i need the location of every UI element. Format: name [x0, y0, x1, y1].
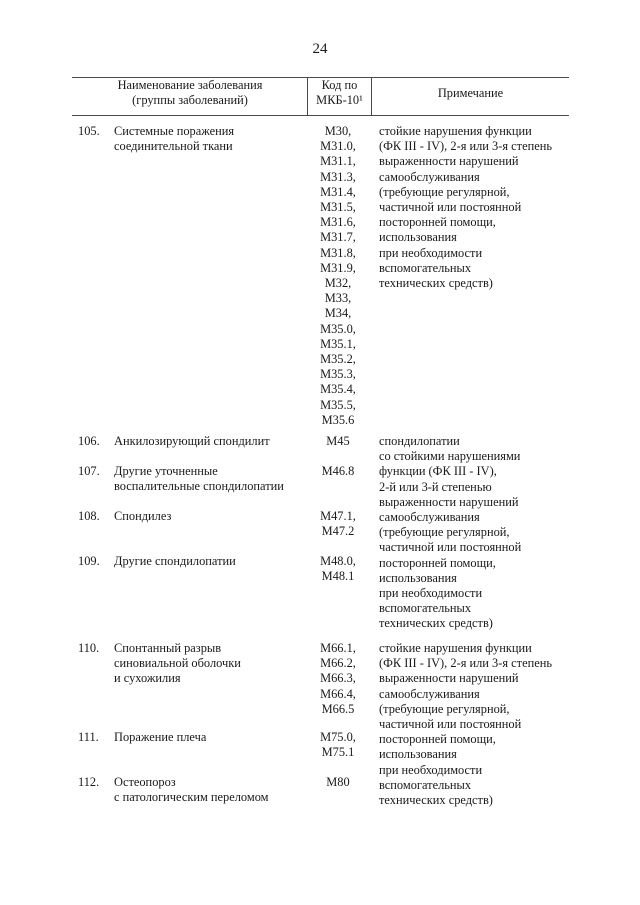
- entry-disease-name: Спондилез: [114, 509, 172, 523]
- entry-icd-codes: М30, М31.0, М31.1, М31.3, М31.4, М31.5, М31.6, М31.7, М31.8, М31.9, М32, М33, М34, М35.0, М35.1, М35.2, М35.3, М35.4, М35.5, М35.6: [320, 124, 356, 427]
- entry-number: 111.: [78, 730, 99, 744]
- header-disease-name: Наименование заболевания (группы заболеваний): [117, 78, 263, 107]
- entry-note: стойкие нарушения функции (ФК III - IV), 2-я или 3-я степень выраженности нарушений самообслуживания (требующие регулярной, частичной или постоянной посторонней помощи, использования при необходимости вспомогательных технических средств): [379, 124, 552, 291]
- entry-icd-codes: М75.0, М75.1: [320, 730, 356, 760]
- entry-disease-name: Анкилозирующий спондилит: [114, 434, 270, 448]
- entry-icd-codes: М48.0, М48.1: [320, 554, 356, 584]
- page-number: 24: [312, 41, 328, 57]
- entry-number: 108.: [78, 509, 100, 523]
- entry-disease-name: Поражение плеча: [114, 730, 207, 744]
- entry-disease-name: Спонтанный разрыв синовиальной оболочки и сухожилия: [114, 641, 241, 686]
- entry-number: 107.: [78, 464, 100, 478]
- entry-note: стойкие нарушения функции (ФК III - IV), 2-я или 3-я степень выраженности нарушений самообслуживания (требующие регулярной, частичной или постоянной посторонней помощи, использования при необходимости вспомогательных технических средств): [379, 641, 552, 808]
- entry-number: 112.: [78, 775, 100, 789]
- entry-number: 109.: [78, 554, 100, 568]
- entry-disease-name: Другие уточненные воспалительные спондилопатии: [114, 464, 284, 494]
- entry-number: 106.: [78, 434, 100, 448]
- entry-icd-codes: М45: [326, 434, 350, 448]
- entry-icd-codes: М80: [326, 775, 350, 789]
- entry-number: 110.: [78, 641, 100, 655]
- entry-number: 105.: [78, 124, 100, 138]
- table-header-bottom-rule: [72, 115, 569, 116]
- header-icd-code: Код по МКБ-10¹: [316, 78, 363, 107]
- entry-icd-codes: М46.8: [321, 464, 355, 478]
- entry-note: спондилопатии со стойкими нарушениями функции (ФК III - IV), 2-й или 3-й степенью выраженности нарушений самообслуживания (требующие регулярной, частичной или постоянной посторонней помощи, использования при необходимости вспомогательных технических средств): [379, 434, 522, 631]
- header-note: Примечание: [437, 86, 504, 100]
- entry-icd-codes: М66.1, М66.2, М66.3, М66.4, М66.5: [320, 641, 356, 716]
- entry-disease-name: Остеопороз с патологическим переломом: [114, 775, 269, 805]
- entry-icd-codes: М47.1, М47.2: [320, 509, 356, 539]
- entry-disease-name: Другие спондилопатии: [114, 554, 236, 568]
- entry-disease-name: Системные поражения соединительной ткани: [114, 124, 235, 154]
